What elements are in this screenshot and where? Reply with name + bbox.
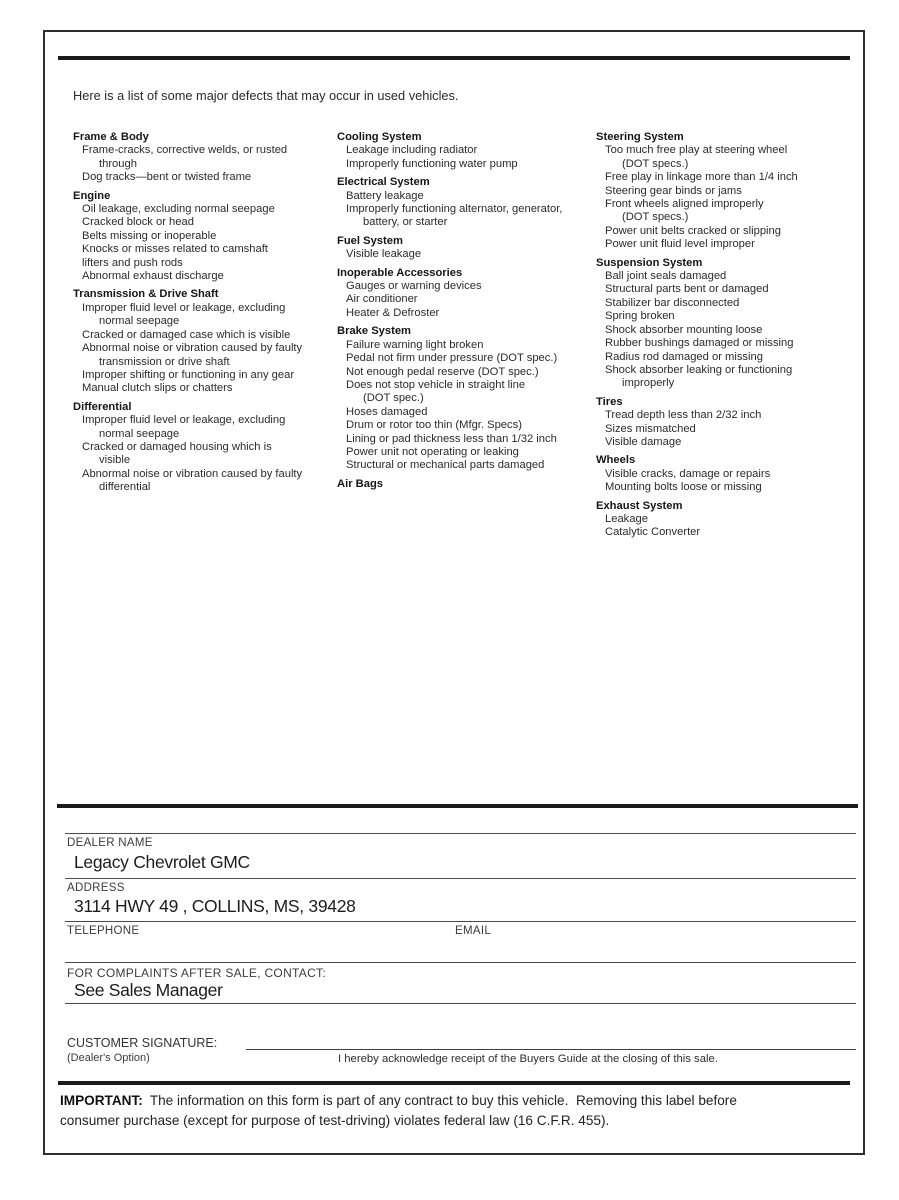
dealers-option-label: (Dealer's Option): [67, 1052, 150, 1064]
defect-item: Structural or mechanical parts damaged: [346, 459, 545, 472]
defect-item: Power unit fluid level improper: [605, 238, 755, 251]
defect-category-heading: Frame & Body: [73, 131, 149, 143]
defect-category-heading: Differential: [73, 400, 132, 413]
defect-item: Lining or pad thickness less than 1/32 inch: [346, 432, 557, 445]
acknowledgement-text: I hereby acknowledge receipt of the Buyers Guide at the closing of this sale.: [338, 1053, 718, 1065]
defect-item: Ball joint seals damaged: [605, 270, 727, 283]
telephone-label: TELEPHONE: [67, 925, 140, 937]
defect-item: Tread depth less than 2/32 inch: [605, 409, 762, 422]
dealer-name-value: Legacy Chevrolet GMC: [74, 852, 250, 872]
defect-item: Belts missing or inoperable: [82, 229, 217, 242]
defect-category-heading: Exhaust System: [596, 499, 683, 512]
defect-item: Structural parts bent or damaged: [605, 283, 769, 296]
defect-item: Does not stop vehicle in straight line: [346, 378, 526, 391]
defect-item: Catalytic Converter: [605, 526, 701, 539]
defect-item: through: [99, 157, 137, 170]
defect-item: Improperly functioning alternator, generator,: [346, 203, 563, 216]
important-divider-rule: [58, 1081, 850, 1085]
defect-item: Sizes mismatched: [605, 422, 696, 435]
defect-item: Improper shifting or functioning in any gear: [82, 368, 295, 381]
defect-item: (DOT specs.): [622, 157, 689, 170]
defect-item: Abnormal noise or vibration caused by faulty: [82, 467, 303, 480]
defect-item: Mounting bolts loose or missing: [605, 481, 762, 494]
defect-item: Hoses damaged: [346, 405, 428, 418]
defects-column-1: [73, 131, 341, 495]
form-section-divider-rule: [57, 804, 858, 808]
defect-category-heading: Air Bags: [337, 477, 384, 490]
defect-item: Leakage: [605, 512, 648, 525]
intro-text: Here is a list of some major defects that may occur in used vehicles.: [73, 88, 459, 103]
defect-item: transmission or drive shaft: [99, 355, 230, 368]
defect-item: Abnormal exhaust discharge: [82, 270, 224, 283]
top-divider-rule: [58, 56, 850, 60]
defect-item: normal seepage: [99, 315, 180, 328]
defect-item: Frame-cracks, corrective welds, or rusted: [82, 144, 288, 157]
complaints-bottom-line: [65, 1003, 856, 1004]
defect-item: differential: [99, 481, 151, 494]
defect-item: Not enough pedal reserve (DOT spec.): [346, 365, 539, 378]
defect-category-heading: Brake System: [337, 325, 412, 338]
defects-column-2: [337, 131, 595, 491]
defect-item: Dog tracks—bent or twisted frame: [82, 171, 252, 184]
customer-signature-label: CUSTOMER SIGNATURE:: [67, 1036, 218, 1050]
defect-item: improperly: [622, 377, 675, 390]
address-value: 3114 HWY 49 , COLLINS, MS, 39428: [74, 896, 356, 916]
important-notice: [60, 1091, 855, 1130]
defect-item: Steering gear binds or jams: [605, 184, 742, 197]
defect-item: Improperly functioning water pump: [346, 157, 518, 170]
defect-item: Visible leakage: [346, 248, 422, 261]
defect-item: Power unit not operating or leaking: [346, 445, 519, 458]
defect-item: Air conditioner: [346, 293, 418, 306]
customer-signature-line: [246, 1049, 856, 1050]
defect-item: Battery leakage: [346, 189, 424, 202]
defect-category-heading: Engine: [73, 189, 111, 202]
telephone-top-line: [65, 921, 856, 922]
defect-item: Visible cracks, damage or repairs: [605, 467, 771, 480]
defect-category-heading: Steering System: [596, 131, 684, 143]
defect-category-heading: Cooling System: [337, 131, 422, 143]
defect-item: Failure warning light broken: [346, 338, 484, 351]
important-notice-line2: consumer purchase (except for purpose of test-driving) violates federal law (16 C.F.R. 455).: [60, 1112, 610, 1128]
defect-item: Cracked or damaged housing which is: [82, 440, 272, 453]
defect-category-heading: Wheels: [596, 454, 636, 467]
defect-category-heading: Tires: [596, 395, 623, 408]
defect-item: Visible damage: [605, 435, 682, 448]
defect-category-heading: Transmission & Drive Shaft: [73, 288, 219, 301]
defect-item: normal seepage: [99, 427, 180, 440]
defect-item: Cracked block or head: [82, 216, 194, 229]
dealer-name-top-line: [65, 833, 856, 834]
defect-category-heading: Fuel System: [337, 234, 403, 247]
defect-item: Gauges or warning devices: [346, 280, 482, 293]
defect-item: Shock absorber mounting loose: [605, 323, 763, 336]
defect-item: Shock absorber leaking or functioning: [605, 363, 793, 376]
complaints-top-line: [65, 962, 856, 963]
important-notice-line1: The information on this form is part of any contract to buy this vehicle. Removing this label before: [149, 1093, 737, 1108]
defect-item: Front wheels aligned improperly: [605, 198, 764, 211]
defect-item: Manual clutch slips or chatters: [82, 382, 233, 395]
defect-category-heading: Inoperable Accessories: [337, 266, 463, 279]
defect-item: (DOT spec.): [363, 392, 424, 405]
complaints-contact-value: See Sales Manager: [74, 980, 223, 1000]
defect-item: Free play in linkage more than 1/4 inch: [605, 171, 798, 184]
defect-item: Heater & Defroster: [346, 306, 440, 319]
defect-item: Too much free play at steering wheel: [605, 144, 788, 157]
defect-item: Knocks or misses related to camshaft: [82, 243, 268, 256]
defect-category-heading: Suspension System: [596, 256, 703, 269]
defect-item: Drum or rotor too thin (Mfgr. Specs): [346, 419, 522, 432]
defect-item: Improper fluid level or leakage, excluding: [82, 414, 286, 427]
dealer-name-label: DEALER NAME: [67, 837, 153, 849]
defect-item: Improper fluid level or leakage, excluding: [82, 301, 286, 314]
defect-item: Oil leakage, excluding normal seepage: [82, 203, 275, 216]
defect-item: (DOT specs.): [622, 211, 689, 224]
defect-item: Rubber bushings damaged or missing: [605, 337, 794, 350]
defect-item: lifters and push rods: [82, 256, 183, 269]
defect-item: Stabilizer bar disconnected: [605, 296, 740, 309]
defect-item: visible: [99, 454, 131, 467]
defect-item: Radius rod damaged or missing: [605, 350, 763, 363]
defect-item: Spring broken: [605, 310, 675, 323]
defect-category-heading: Electrical System: [337, 176, 430, 189]
email-label: EMAIL: [455, 925, 492, 937]
complaints-contact-label: FOR COMPLAINTS AFTER SALE, CONTACT:: [67, 966, 326, 980]
defect-item: battery, or starter: [363, 216, 448, 229]
defect-item: Pedal not firm under pressure (DOT spec.): [346, 352, 558, 365]
important-label: IMPORTANT:: [60, 1093, 143, 1108]
defect-item: Power unit belts cracked or slipping: [605, 224, 781, 237]
defect-item: Abnormal noise or vibration caused by faulty: [82, 342, 303, 355]
defect-item: Cracked or damaged case which is visible: [82, 328, 291, 341]
address-label: ADDRESS: [67, 882, 125, 894]
defects-column-3: [596, 131, 858, 540]
defect-item: Leakage including radiator: [346, 144, 478, 157]
address-top-line: [65, 878, 856, 879]
